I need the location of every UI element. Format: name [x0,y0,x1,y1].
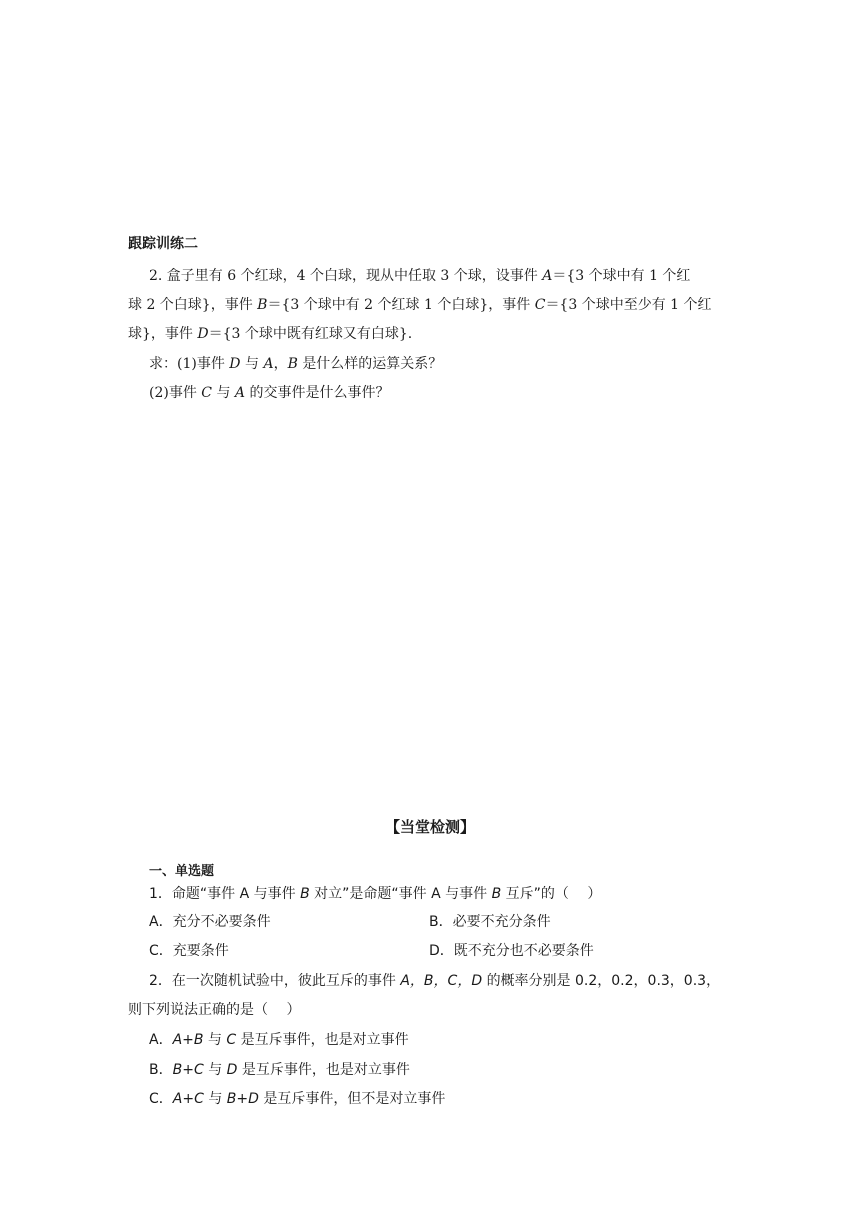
check-q1-option-b: B．必要不充分条件 [429,914,551,930]
practice-question-2: (2)事件 C 与 A 的交事件是什么事件？ [149,385,390,401]
check-question-1: 1．命题“事件 A 与事件 B 对立”是命题“事件 A 与事件 B 互斥”的（ ） [149,886,602,902]
check-q2-option-a: A．A+B 与 C 是互斥事件，也是对立事件 [149,1032,409,1048]
practice-para-line-2: 球 2 个白球}，事件 B＝{3 个球中有 2 个红球 1 个白球}，事件 C＝{3 个球中至少有 1 个红 [128,297,712,313]
check-q1-option-c: C．充要条件 [149,943,229,959]
practice-para-line-1: 2. 盒子里有 6 个红球，4 个白球，现从中任取 3 个球，设事件 A＝{3 个球中有 1 个红 [149,268,691,284]
check-question-2: 2．在一次随机试验中，彼此互斥的事件 A，B，C，D 的概率分别是 0.2，0.2，0.3，0.3， [149,973,721,989]
practice-para-line-3: 球}，事件 D＝{3 个球中既有红球又有白球}. [128,326,413,342]
check-question-2-cont: 则下列说法正确的是（ ） [128,1002,301,1018]
check-title: 【当堂检测】 [384,818,475,836]
check-q1-option-d: D．既不充分也不必要条件 [429,943,594,959]
practice-heading: 跟踪训练二 [128,236,198,252]
check-q2-option-b: B．B+C 与 D 是互斥事件，也是对立事件 [149,1062,410,1078]
practice-question-1: 求：(1)事件 D 与 A，B 是什么样的运算关系？ [149,356,443,372]
check-section-heading: 一、单选题 [149,864,215,879]
check-q2-option-c: C．A+C 与 B+D 是互斥事件，但不是对立事件 [149,1091,446,1107]
check-q1-option-a: A．充分不必要条件 [149,914,271,930]
